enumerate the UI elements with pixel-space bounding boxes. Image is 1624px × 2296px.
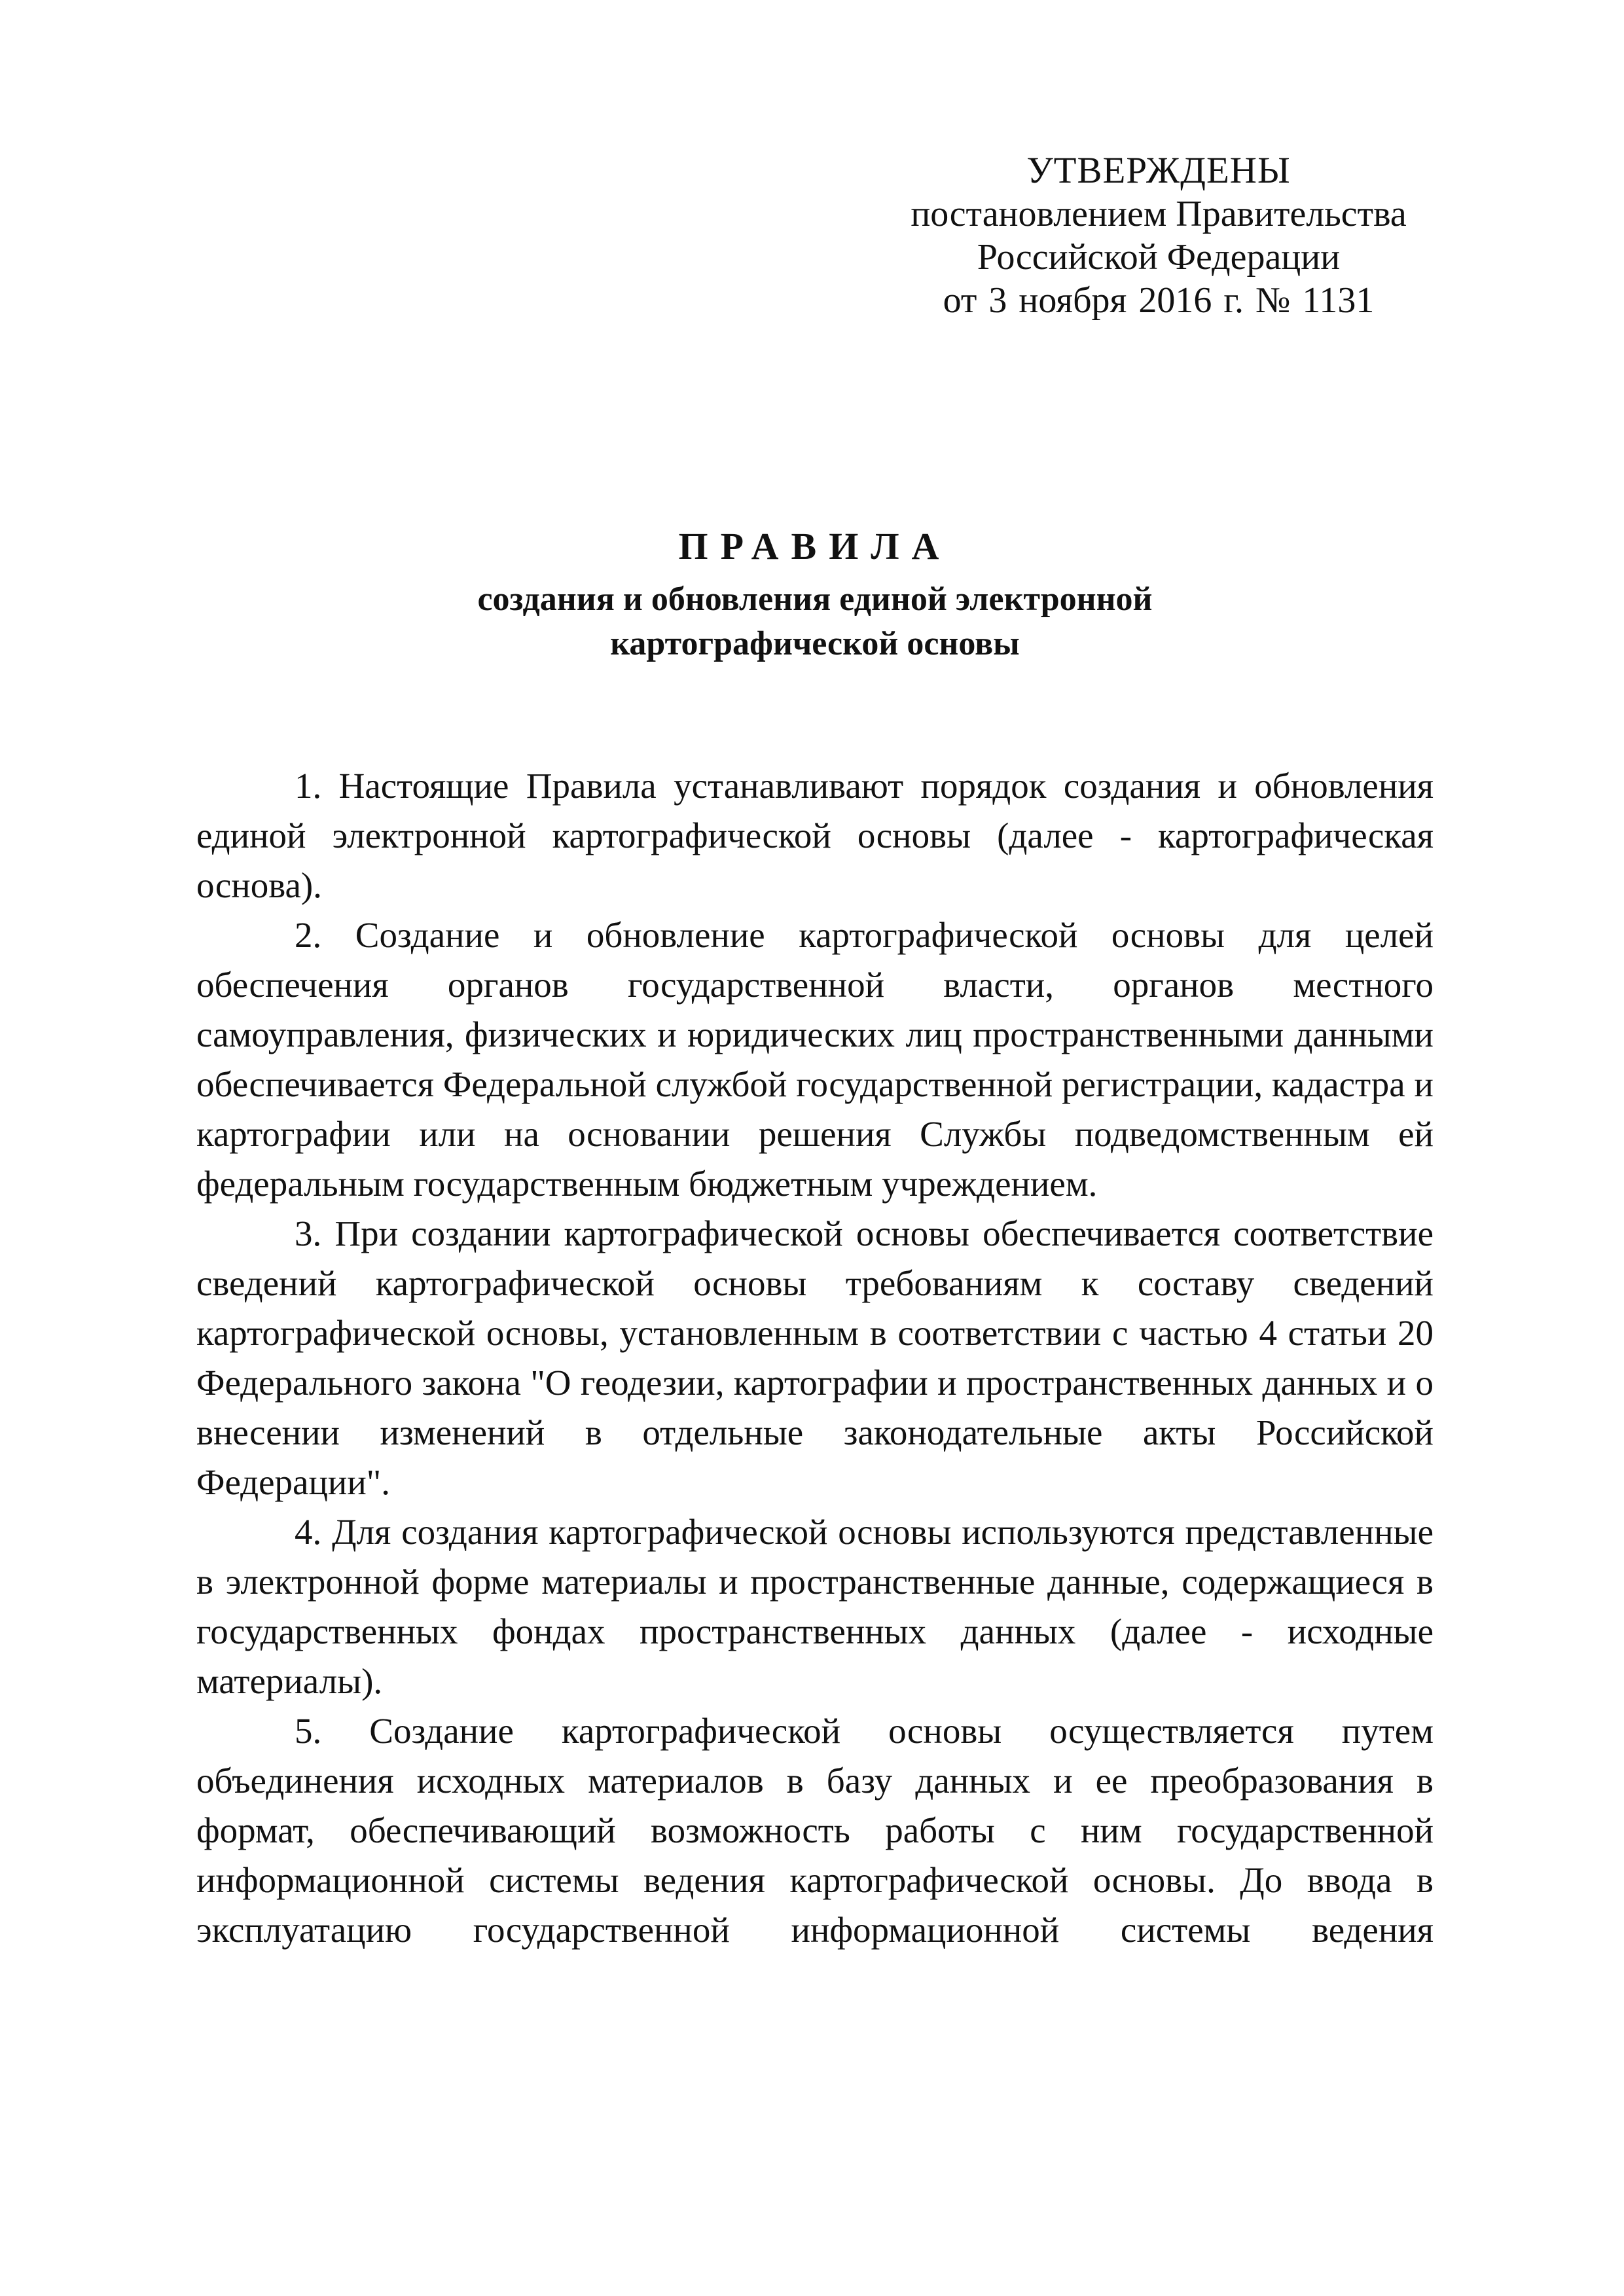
approval-block [838, 149, 1479, 322]
approval-title: УТВЕРЖДЕНЫ [1026, 150, 1291, 191]
approval-decree-line: постановлением Правительства [911, 194, 1407, 234]
heading-title: ПРАВИЛА [678, 525, 952, 567]
heading-subtitle-line-1: создания и обновления единой электронной [477, 581, 1153, 618]
paragraph-5: 5. Создание картографической основы осуществляется путем объединения исходных материалов в базу данных и ее преобразования в формат, обеспечивающий возможность работы с ним государственной информационной системы ведения картографической основы. До ввода в эксплуатацию государственной информационной системы ведения [196, 1711, 1434, 1950]
document-heading [196, 524, 1434, 666]
approval-date-number: от 3 ноября 2016 г. № 1131 [943, 280, 1375, 321]
heading-subtitle-line-2: картографической основы [610, 625, 1020, 662]
paragraph-3: 3. При создании картографической основы обеспечивается соответствие сведений картографической основы требованиям к составу сведений картографической основы, установленным в соответствии с частью 4 статьи 20 Федерального закона "О геодезии, картографии и пространственных данных и о внесении изменений в отдельные законодательные акты Российской Федерации". [196, 1213, 1434, 1502]
paragraph-2: 2. Создание и обновление картографической основы для целей обеспечения органов государственной власти, органов местного самоуправления, физических и юридических лиц пространственными данными обеспечивается Федеральной службой государственной регистрации, кадастра и картографии или на основании решения Службы подведомственным ей федеральным государственным бюджетным учреждением. [196, 915, 1434, 1204]
document-body [196, 761, 1434, 1955]
paragraph-1: 1. Настоящие Правила устанавливают порядок создания и обновления единой электронной картографической основы (далее - картографическая основа). [196, 766, 1434, 905]
paragraph-4: 4. Для создания картографической основы используются представленные в электронной форме материалы и пространственные данные, содержащиеся в государственных фондах пространственных данных (далее - исходные материалы). [196, 1512, 1434, 1701]
approval-government-line: Российской Федерации [977, 237, 1341, 278]
